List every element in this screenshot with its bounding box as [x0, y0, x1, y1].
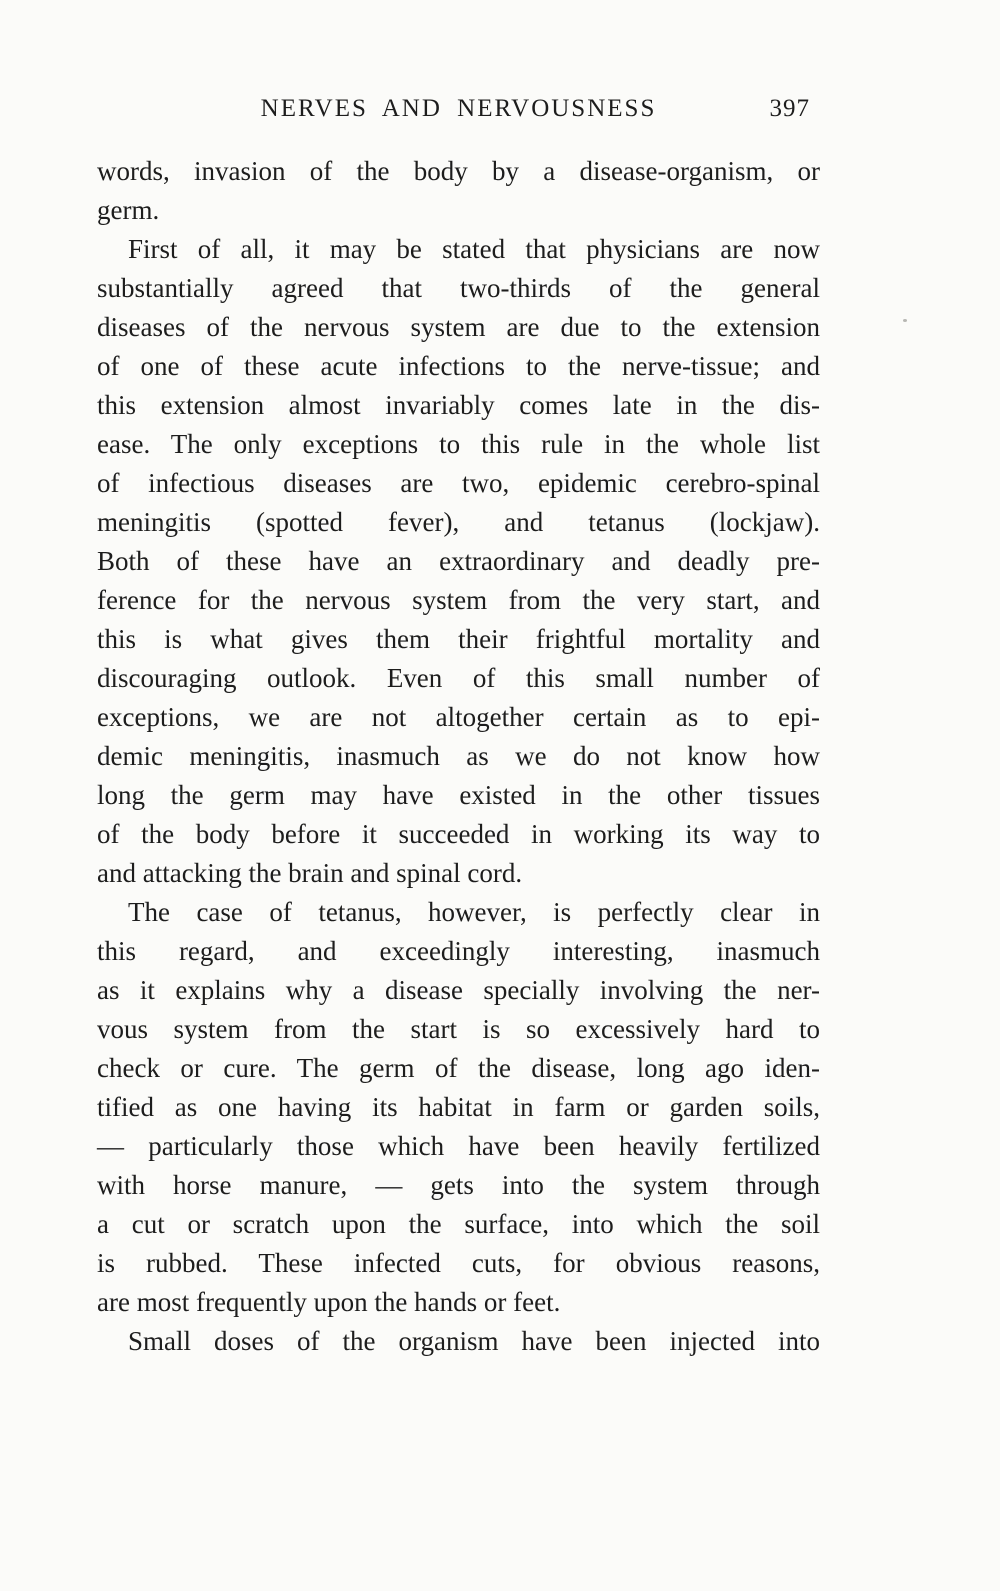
paragraph [97, 230, 820, 893]
page-header [97, 95, 820, 127]
text-line: of infectious diseases are two, epidemic cerebro-spinal [97, 468, 820, 498]
scan-artifact [903, 319, 907, 322]
text-line: exceptions, we are not altogether certain as to epi- [97, 702, 820, 732]
text-line: germ. [97, 195, 160, 225]
text-line: are most frequently upon the hands or feet. [97, 1287, 561, 1317]
text-line: check or cure. The germ of the disease, long ago iden- [97, 1053, 820, 1083]
text-line: The case of tetanus, however, is perfectly clear in [128, 897, 820, 927]
text-line: of the body before it succeeded in working its way to [97, 819, 820, 849]
text-line: this regard, and exceedingly interesting, inasmuch [97, 936, 820, 966]
text-line: a cut or scratch upon the surface, into which the soil [97, 1209, 820, 1239]
text-line: First of all, it may be stated that physicians are now [128, 234, 820, 264]
text-line: Both of these have an extraordinary and deadly pre- [97, 546, 820, 576]
text-line: as it explains why a disease specially involving the ner- [97, 975, 820, 1005]
text-line: ease. The only exceptions to this rule in the whole list [97, 429, 820, 459]
text-line: — particularly those which have been heavily fertilized [97, 1131, 820, 1161]
text-line: tified as one having its habitat in farm or garden soils, [97, 1092, 820, 1122]
text-line: diseases of the nervous system are due to the extension [97, 312, 820, 342]
text-line: vous system from the start is so excessively hard to [97, 1014, 820, 1044]
text-line: of one of these acute infections to the nerve-tissue; and [97, 351, 820, 381]
text-line: meningitis (spotted fever), and tetanus (lockjaw). [97, 507, 820, 537]
text-line: substantially agreed that two-thirds of the general [97, 273, 820, 303]
running-title: NERVES AND NERVOUSNESS [260, 95, 657, 122]
text-line: is rubbed. These infected cuts, for obvious reasons, [97, 1248, 820, 1278]
paragraph [97, 152, 820, 230]
text-line: this extension almost invariably comes late in the dis- [97, 390, 820, 420]
text-line: and attacking the brain and spinal cord. [97, 858, 523, 888]
text-line: discouraging outlook. Even of this small number of [97, 663, 820, 693]
page-body [97, 152, 820, 1361]
text-line: this is what gives them their frightful mortality and [97, 624, 820, 654]
text-line: ference for the nervous system from the very start, and [97, 585, 820, 615]
text-line: with horse manure, — gets into the system through [97, 1170, 820, 1200]
page-number: 397 [769, 95, 810, 122]
text-line: Small doses of the organism have been injected into [128, 1326, 820, 1356]
paragraph [97, 1322, 820, 1361]
text-line: words, invasion of the body by a disease-organism, or [97, 156, 820, 186]
paragraph [97, 893, 820, 1322]
text-line: demic meningitis, inasmuch as we do not know how [97, 741, 820, 771]
text-line: long the germ may have existed in the other tissues [97, 780, 820, 810]
